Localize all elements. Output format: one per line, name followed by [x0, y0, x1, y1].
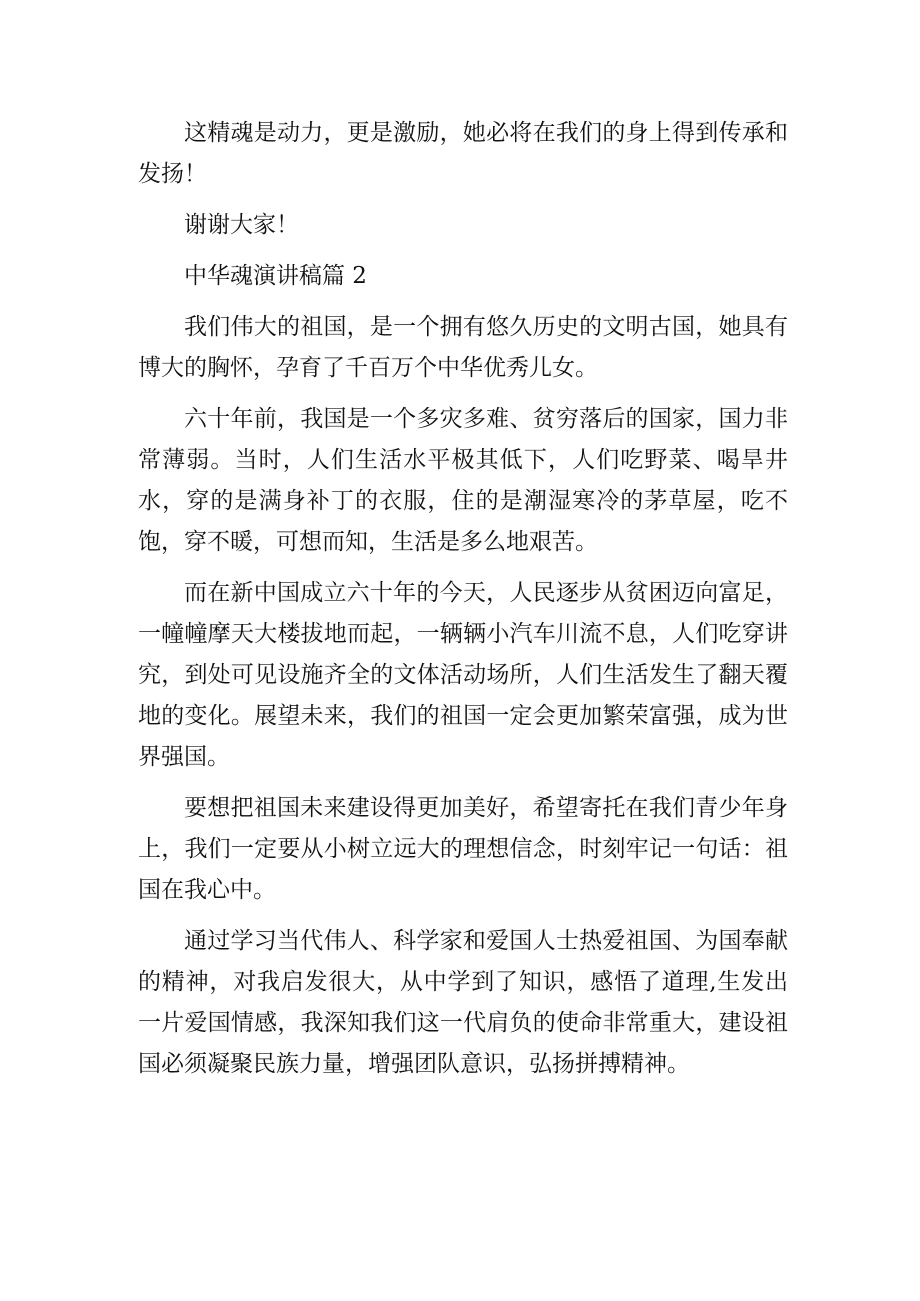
paragraph-learning: 通过学习当代伟人、科学家和爱国人士热爱祖国、为国奉献的精神，对我启发很大，从中学到了知识，感悟了道理,生发出一片爱国情感，我深知我们这一代肩负的使命非常重大，建设祖国必须凝聚民族力量，增强团队意识，弘扬拼搏精神。 [138, 928, 788, 1077]
section-heading: 中华魂演讲稿篇 2 [184, 263, 367, 289]
document-body [138, 113, 788, 1095]
paragraph-new-china: 而在新中国成立六十年的今天，人民逐步从贫困迈向富足，一幢幢摩天大楼拔地而起，一辆辆小汽车川流不息，人们吃穿讲究，到处可见设施齐全的文体活动场所，人们生活发生了翻天覆地的变化。展望未来，我们的祖国一定会更加繁荣富强，成为世界强国。 [138, 580, 788, 770]
paragraph-closing-line: 这精魂是动力，更是激励，她必将在我们的身上得到传承和发扬！ [138, 120, 788, 187]
paragraph-sixty-years-ago: 六十年前，我国是一个多灾多难、贫穷落后的国家，国力非常薄弱。当时，人们生活水平极其低下，人们吃野菜、喝旱井水，穿的是满身补丁的衣服，住的是潮湿寒冷的茅草屋，吃不饱，穿不暖，可想而知，生活是多么地艰苦。 [138, 406, 788, 555]
paragraph-youth-hope: 要想把祖国未来建设得更加美好，希望寄托在我们青少年身上，我们一定要从小树立远大的理想信念，时刻牢记一句话：祖国在我心中。 [138, 795, 788, 903]
paragraph-thanks: 谢谢大家！ [184, 212, 299, 238]
paragraph-motherland: 我们伟大的祖国，是一个拥有悠久历史的文明古国，她具有博大的胸怀，孕育了千百万个中华优秀儿女。 [138, 314, 788, 381]
